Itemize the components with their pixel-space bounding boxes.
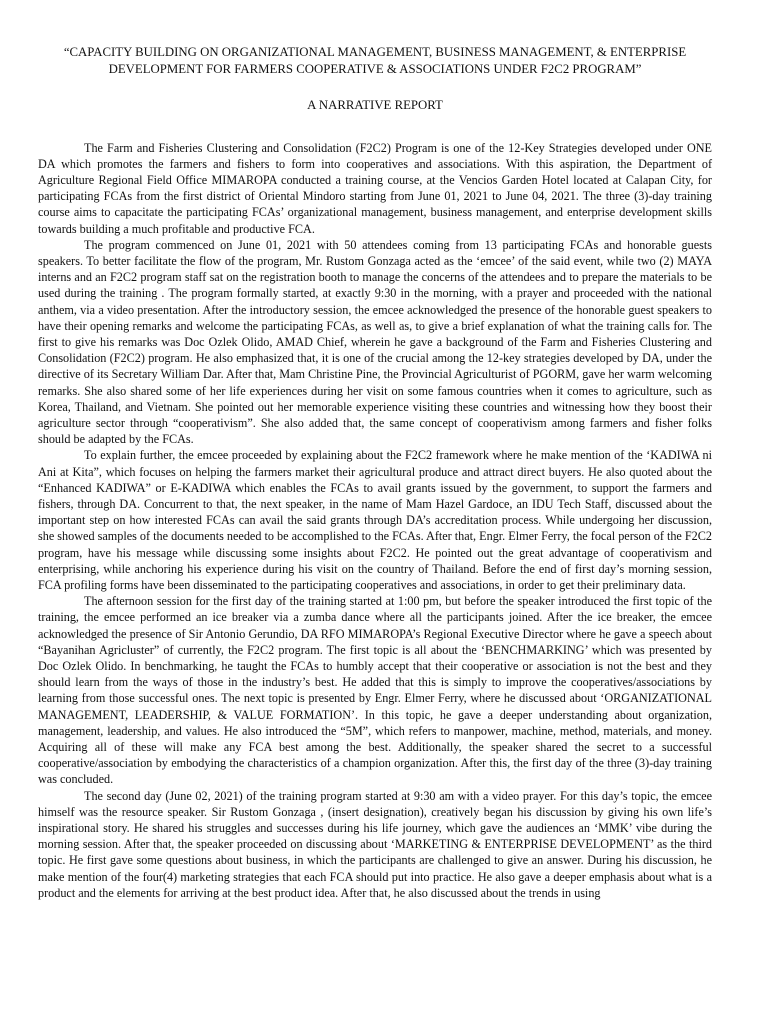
document-subtitle: A NARRATIVE REPORT <box>307 98 443 112</box>
paragraph: The Farm and Fisheries Clustering and Consolidation (F2C2) Program is one of the 12-Key Strategies developed under ONE DA which promotes the farmers and fishers to form into cooperatives and associations. With this aspiration, the Department of Agriculture Regional Field Office MIMAROPA conducted a training course, at the Vencios Garden Hotel located at Calapan City, for participating FCAs from the first district of Oriental Mindoro starting from June 01, 2021 to June 04, 2021. The three (3)-day training course aims to capacitate the participating FCAs’ organizational management, business management, and enterprise development skills towards building a much profitable and productive FCA. <box>38 140 712 236</box>
paragraph: The second day (June 02, 2021) of the training program started at 9:30 am with a video prayer. For this day’s topic, the emcee himself was the resource speaker. Sir Rustom Gonzaga , (insert designation), creatively began his discussion by giving his own life’s inspirational story. He shared his struggles and successes during his life journey, which gave the audiences an ‘MMK’ vibe during the morning session. After that, the speaker proceeded on discussing about ‘MARKETING & ENTERPRISE DEVELOPMENT’ as the third topic. He first gave some questions about business, in which the participants are challenged to give an answer. During his discussion, he make mention of the four(4) marketing strategies that each FCA should put into practice. He also gave a deeper emphasis about what is a product and the elements for arriving at the best product idea. After that, he also discussed about the trends in using <box>38 788 712 900</box>
document-body <box>38 140 712 902</box>
document-title: “CAPACITY BUILDING ON ORGANIZATIONAL MANAGEMENT, BUSINESS MANAGEMENT, & ENTERPRISE DEVELOPMENT FOR FARMERS COOPERATIVE & ASSOCIATIONS UNDER F2C2 PROGRAM” <box>63 45 687 76</box>
paragraph: To explain further, the emcee proceeded by explaining about the F2C2 framework where he make mention of the ‘KADIWA ni Ani at Kita”, which focuses on helping the farmers market their agricultural produce and attract direct buyers. He also quoted about the “Enhanced KADIWA” or E-KADIWA which enables the FCAs to avail grants issued by the government, to support the farmers and fishers, through DA. Concurrent to that, the next speaker, in the name of Mam Hazel Gardoce, an IDU Tech Staff, discussed about the important step on how interested FCAs can avail the said grants through DA’s accreditation process. While undergoing her discussion, she showed samples of the documents needed to be accomplished to the FCAs. After that, Engr. Elmer Ferry, the focal person of the F2C2 program, have his message while discussing some insights about F2C2. He pointed out the great advantage of cooperativism and enterprising, while anchoring his experience during his visit on the country of Thailand. Before the end of first day’s morning session, FCA profiling forms have been disseminated to the participating cooperatives and associations, in order to get their preliminary data. <box>38 448 712 592</box>
paragraph: The program commenced on June 01, 2021 with 50 attendees coming from 13 participating FCAs and honorable guests speakers. To better facilitate the flow of the program, Mr. Rustom Gonzaga acted as the ‘emcee’ of the said event, while two (2) MAYA interns and an F2C2 program staff sat on the registration booth to manage the concerns of the attendees and to prepare the materials to be used during the training . The program formally started, at exactly 9:30 in the morning, with a prayer and proceeded with the national anthem, via a video presentation. After the introductory session, the emcee acknowledged the presence of the honorable guest speakers to have their opening remarks and welcome the participating FCAs, as well as, to give a brief explanation of what the training calls for. The first to give his remarks was Doc Ozlek Olido, AMAD Chief, wherein he gave a background of the Farm and Fisheries Clustering and Consolidation (F2C2) program. He also emphasized that, it is one of the crucial among the 12-key strategies developed by DA, under the directive of its Secretary William Dar. After that, Mam Christine Pine, the Provincial Agriculturist of PGORM, gave her warm welcoming remarks. She also shared some of her life experiences during her visit on some famous countries when it comes to agriculture, such as Korea, Thailand, and Vietnam. She pointed out her memorable experience visiting these countries and witnessing how they boost their agriculture sector through “cooperativism”. She also added that, the same concept of cooperativism among farmers and fisher folks should be adapted by the FCAs. <box>38 237 712 447</box>
paragraph: The afternoon session for the first day of the training started at 1:00 pm, but before the speaker introduced the first topic of the training, the emcee performed an ice breaker via a zumba dance where all the participants joined. After the ice breaker, the emcee acknowledged the presence of Sir Antonio Gerundio, DA RFO MIMAROPA’s Regional Executive Director where he gave a speech about “Bayanihan Agricluster” of currently, the F2C2 program. The first topic is all about the ‘BENCHMARKING’ which was presented by Doc Ozlek Olido. In benchmarking, he taught the FCAs to humbly accept that their cooperative or association is not the best and they should learn from the ways of those in the industry’s best. He added that this is simply to improve the cooperatives/associations by learning from those successful ones. The next topic is presented by Engr. Elmer Ferry, where he discussed about ‘ORGANIZATIONAL MANAGEMENT, LEADERSHIP, & VALUE FORMATION’. In this topic, he gave a deeper understanding about organization, management, leadership, and values. He also introduced the “5M”, which refers to manpower, machine, method, materials, and money. Acquiring all of these will make any FCA best among the best. Additionally, the speaker shared the secret to a successful cooperative/association by embodying the characteristics of a champion organization. After this, the first day of the three (3)-day training was concluded. <box>38 594 712 787</box>
